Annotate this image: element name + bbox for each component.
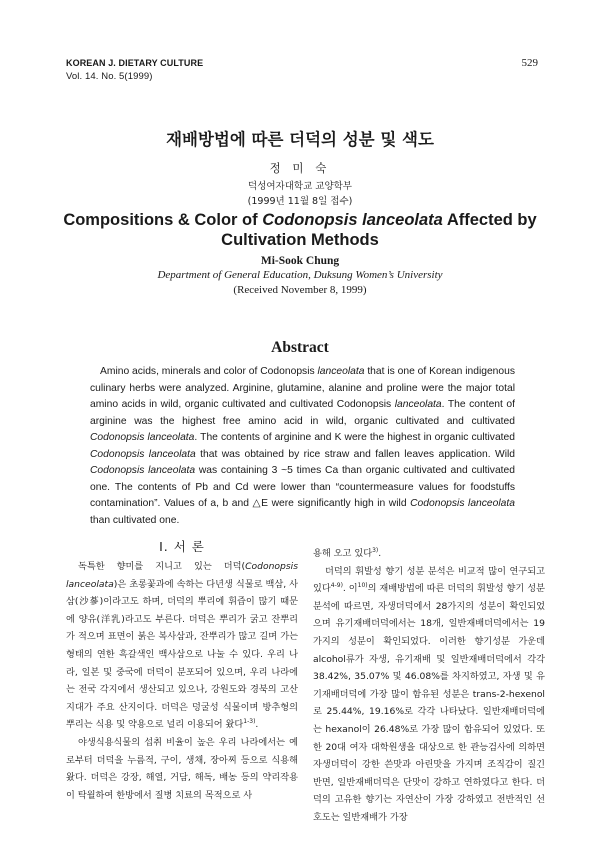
intro-paragraph-1	[66, 558, 298, 734]
abstract-italic: Codonopsis lanceolata	[410, 498, 515, 509]
right-column	[313, 545, 545, 827]
introduction-heading: I. 서 론	[159, 539, 205, 554]
abstract-italic: Codonopsis lanceolata	[90, 448, 196, 460]
journal-volume: Vol. 14. No. 5(1999)	[66, 71, 153, 82]
abstract-paragraph	[90, 364, 515, 529]
abstract-italic: Codonopsis lanceolata	[90, 465, 196, 476]
intro-paragraph-3	[313, 563, 545, 827]
citation-ref: 4-9)	[330, 582, 343, 590]
korean-affiliation: 덕성여자대학교 교양학부	[248, 181, 352, 192]
english-affiliation: Department of General Education, Duksung Women’s University	[157, 269, 443, 281]
intro-continuation	[313, 545, 545, 563]
citation-ref: 1-3)	[243, 718, 256, 726]
body-text: .	[255, 719, 259, 731]
citation-ref: 3)	[372, 546, 379, 554]
body-text: 의 재배방법에 따른 더덕의 휘발성 향기 성분 분석에 따르면, 자생더덕에서 28가지의 성분이 확인되었으며 유기재배더덕에서는 18개, 일반재배더덕에서는 19가지의 성분이 확인되었다. 이러한 향기성분 가운데 alcohol류가 자생, 유기재배 및 일반재배더덕에서 각각 38.42%, 35.07% 및 46.08%를 차지하였고, 자생 및 유기재배더덕에 가장 많이 함유된 성분은 trans-2-hexenol로 25.44%, 19.16%로 각각 나타났다. 일반재배더덕에는 hexanol이 26.48%로 가장 많이 함유되어 있었다. 또한 20대 여자 대학원생을 대상으로 한 관능검사에 의하면 자생더덕이 강한 쓴맛과 아린맛을 가지며 조직감이 질긴 반면, 일반재배더덕은 단맛이 강하고 연하였다고 한다. 더덕의 고유한 향기는 자연산이 가장 강하였고 전반적인 선호도는 일반재배가 가장	[313, 583, 545, 823]
body-text: .	[378, 548, 382, 559]
abstract-text: Amino acids, minerals and color of Codonopsis	[100, 366, 318, 377]
page-number: 529	[521, 57, 538, 69]
abstract-italic: lanceolata	[394, 399, 442, 410]
abstract-text: than cultivated one.	[90, 514, 180, 526]
body-text: 더덕의 휘발성 향기 성분 분석은 비교적 많이 연구되고 있다	[313, 565, 545, 595]
left-column	[66, 558, 298, 804]
abstract-heading: Abstract	[271, 339, 329, 356]
abstract-text: . The contents of arginine and K were the highest in organic cultivated	[194, 432, 515, 443]
abstract-italic: lanceolata	[317, 366, 365, 377]
body-text: )은 초롱꽃과에 속하는 다년생 식물로 백삼, 사삼(沙蔘)이라고도 하며, 더덕의 뿌리에 휘즙이 많기 때문에 양유(洋乳)라고도 부른다. 더덕은 뿌리가 굵고 잔뿌리가 적으며 표면이 붉은 복사삼과, 잔뿌리가 많고 길며 가는 형태의 연한 흑갈색인 백사삼으로 나눌 수 있다. 우리 나라, 일본 및 중국에 더덕이 분포되어 있으며, 우리 나라에는 전국 각지에서 생산되고 있으나, 강원도와 경북의 고산지대가 주요 산지이다. 더덕은 덩굴성 식물이며 방추형의 뿌리는 식용 및 약용으로 널리 이용되어 왔다	[66, 578, 298, 731]
abstract-body	[90, 364, 515, 529]
english-title	[60, 210, 540, 250]
journal-header	[66, 57, 203, 83]
english-author: Mi-Sook Chung	[260, 255, 340, 267]
english-title-part1: Compositions & Color of	[63, 211, 263, 229]
english-title-part2: Affected by Cultivation Methods	[221, 211, 537, 249]
citation-ref: 10)	[357, 582, 368, 590]
body-text: . 이	[342, 583, 358, 595]
intro-paragraph-2: 야생식용식물의 섭취 비율이 높은 우리 나라에서는 예로부터 더덕을 누름적, 구이, 생채, 장아찌 등으로 식용해왔다. 더덕은 강장, 해열, 거담, 해독, 배농 등의 약리작용이 탁월하여 한방에서 질병 치료의 목적으로 사	[66, 736, 298, 801]
body-text: 독특한 향미를 지니고 있는 더덕(	[78, 561, 246, 572]
abstract-text: was containing 3 ~5 times Ca than organic cultivated and cultivated one. The contents of Pb and Cd were lower than “countermeasure values for foodstuffs contamination”. Values of a, b and △E were significantly high in wild	[90, 465, 515, 509]
abstract-text: . The content of arginine was the highest free amino acid in wild, organic cultivated and cultivated	[90, 399, 515, 427]
abstract-text: that was obtained by rice straw and fallen leaves application. Wild	[195, 448, 515, 460]
english-title-species: Codonopsis lanceolata	[262, 211, 443, 229]
korean-title: 재배방법에 따른 더덕의 성분 및 색도	[166, 130, 434, 149]
journal-name: KOREAN J. DIETARY CULTURE	[66, 58, 204, 68]
english-received-date: (Received November 8, 1999)	[233, 284, 367, 296]
korean-received-date: (1999년 11월 8일 접수)	[247, 196, 353, 207]
abstract-text: that is one of Korean indigenous culinary herbs were analyzed. Arginine, glutamine, alanine and proline were the major total amino acids in wild, organic cultivated and cultivated Codonopsis	[90, 366, 516, 410]
abstract-italic: Codonopsis lanceolata	[90, 432, 195, 443]
korean-author: 정 미 숙	[269, 161, 331, 175]
body-text: 용해 오고 있다	[313, 548, 373, 559]
body-italic: Codonopsis lanceolata	[66, 561, 298, 590]
